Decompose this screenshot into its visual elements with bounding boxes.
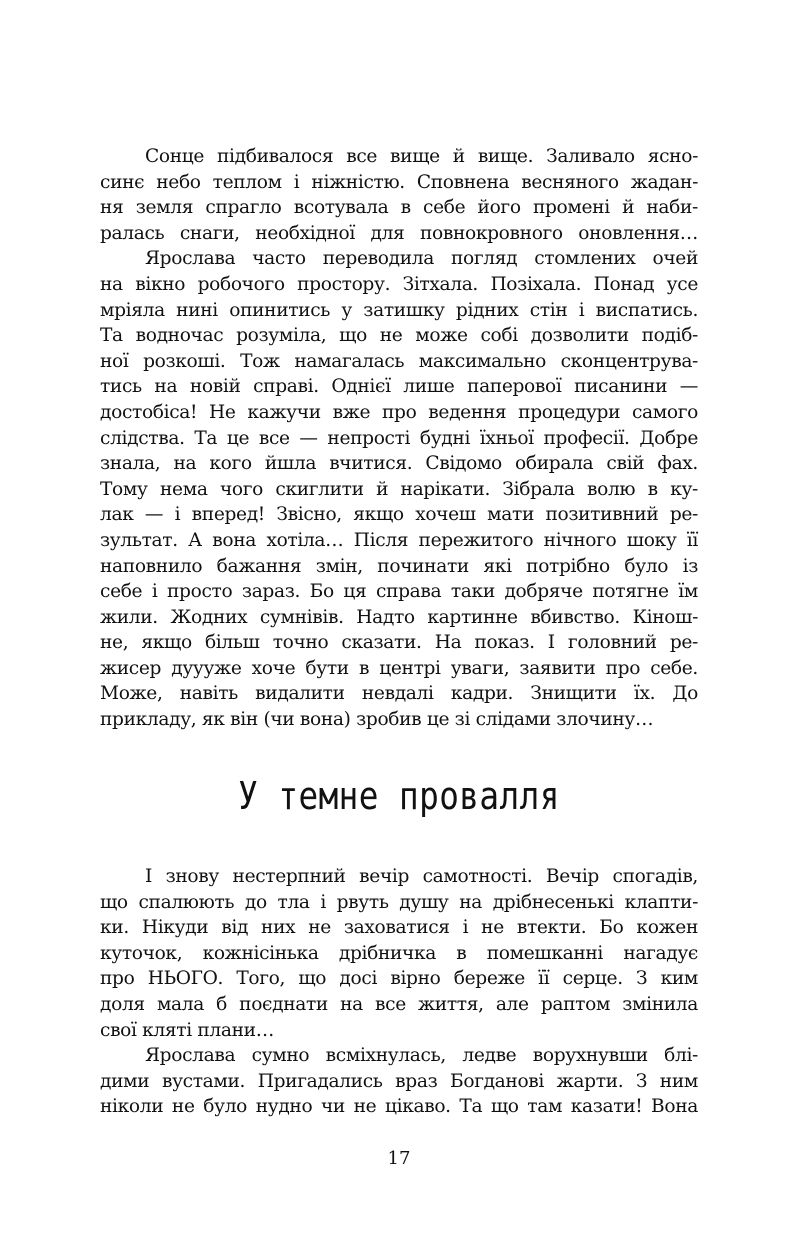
text-line: синє небо теплом і ніжністю. Сповнена весняного жадан- (100, 171, 698, 193)
text-block-top (100, 144, 698, 733)
text-line: мріяла нині опинитись у затишку рідних стін і виспатись. (100, 299, 698, 321)
text-line: на вікно робочого простору. Зітхала. Позіхала. Понад усе (100, 273, 698, 295)
text-line: Може, навіть видалити невдалі кадри. Знищити їх. До (100, 683, 698, 705)
text-line: Тому нема чого скиглити й нарікати. Зібрала волю в ку- (100, 478, 698, 500)
text-line: що спалюють до тла і рвуть душу на дрібнесенькі клапти- (100, 891, 698, 913)
text-line: себе і просто зараз. Бо ця справа таки добряче потягне їм (100, 581, 698, 603)
paragraph (100, 246, 698, 732)
text-line: свої кляті плани… (100, 1019, 274, 1041)
text-line: Ярослава часто переводила погляд стомлених очей (145, 248, 698, 270)
chapter-title: У темне провалля (238, 774, 560, 818)
text-line: не, якщо більш точно сказати. На показ. І головний ре- (100, 632, 698, 654)
paragraph (100, 864, 698, 1043)
text-block-bottom (100, 864, 698, 1120)
text-line: жили. Жодних сумнівів. Надто картинне вбивство. Кінош- (100, 606, 698, 628)
text-line: І знову нестерпний вечір самотності. Вечір спогадів, (145, 866, 698, 887)
text-line: лак — і вперед! Звісно, якщо хочеш мати позитивний ре- (100, 504, 698, 526)
paragraph (100, 144, 698, 246)
paragraph (100, 1043, 698, 1120)
text-line: знала, на кого йшла вчитися. Свідомо обирала свій фах. (100, 453, 698, 475)
text-line: наповнило бажання змін, починати які потрібно було із (100, 555, 698, 577)
text-line: тись на новій справі. Однієї лише паперової писанини — (100, 376, 698, 398)
text-line: ралась снаги, необхідної для повнокровного оновлення… (100, 222, 698, 244)
text-line: прикладу, як він (чи вона) зробив це зі слідами злочину… (100, 709, 654, 731)
text-line: куточок, кожнісінька дрібничка в помешканні нагадує (100, 942, 698, 964)
text-line: ної розкоші. Тож намагалась максимально сконцентрува- (100, 350, 698, 372)
text-line: ки. Нікуди від них не заховатися і не втекти. Бо кожен (100, 917, 698, 939)
text-line: Ярослава сумно всміхнулась, ледве ворухнувши блі- (145, 1045, 698, 1067)
text-line: доля мала б поєднати на все життя, але раптом змінила (100, 993, 698, 1015)
text-line: достобіса! Не кажучи вже про ведення процедури самого (100, 401, 698, 423)
text-line: жисер дуууже хоче бути в центрі уваги, заявити про себе. (100, 657, 698, 679)
text-line: Сонце підбивалося все вище й вище. Заливало ясно- (145, 146, 698, 167)
text-line: зультат. А вона хотіла… Після пережитого нічного шоку її (100, 529, 698, 551)
text-line: про НЬОГО. Того, що досі вірно береже її серце. З ким (100, 968, 698, 990)
text-line: слідства. Та це все — непрості будні їхньої професії. Добре (100, 427, 698, 449)
text-line: ня земля спрагло всотувала в себе його промені й наби- (100, 197, 698, 219)
text-line: ніколи не було нудно чи не цікаво. Та що там казати! Вона (100, 1096, 698, 1118)
page-number: 17 (387, 1148, 411, 1169)
text-line: дими вустами. Пригадались враз Богданові жарти. З ним (100, 1070, 698, 1092)
text-line: Та водночас розуміла, що не може собі дозволити подіб- (100, 325, 698, 347)
